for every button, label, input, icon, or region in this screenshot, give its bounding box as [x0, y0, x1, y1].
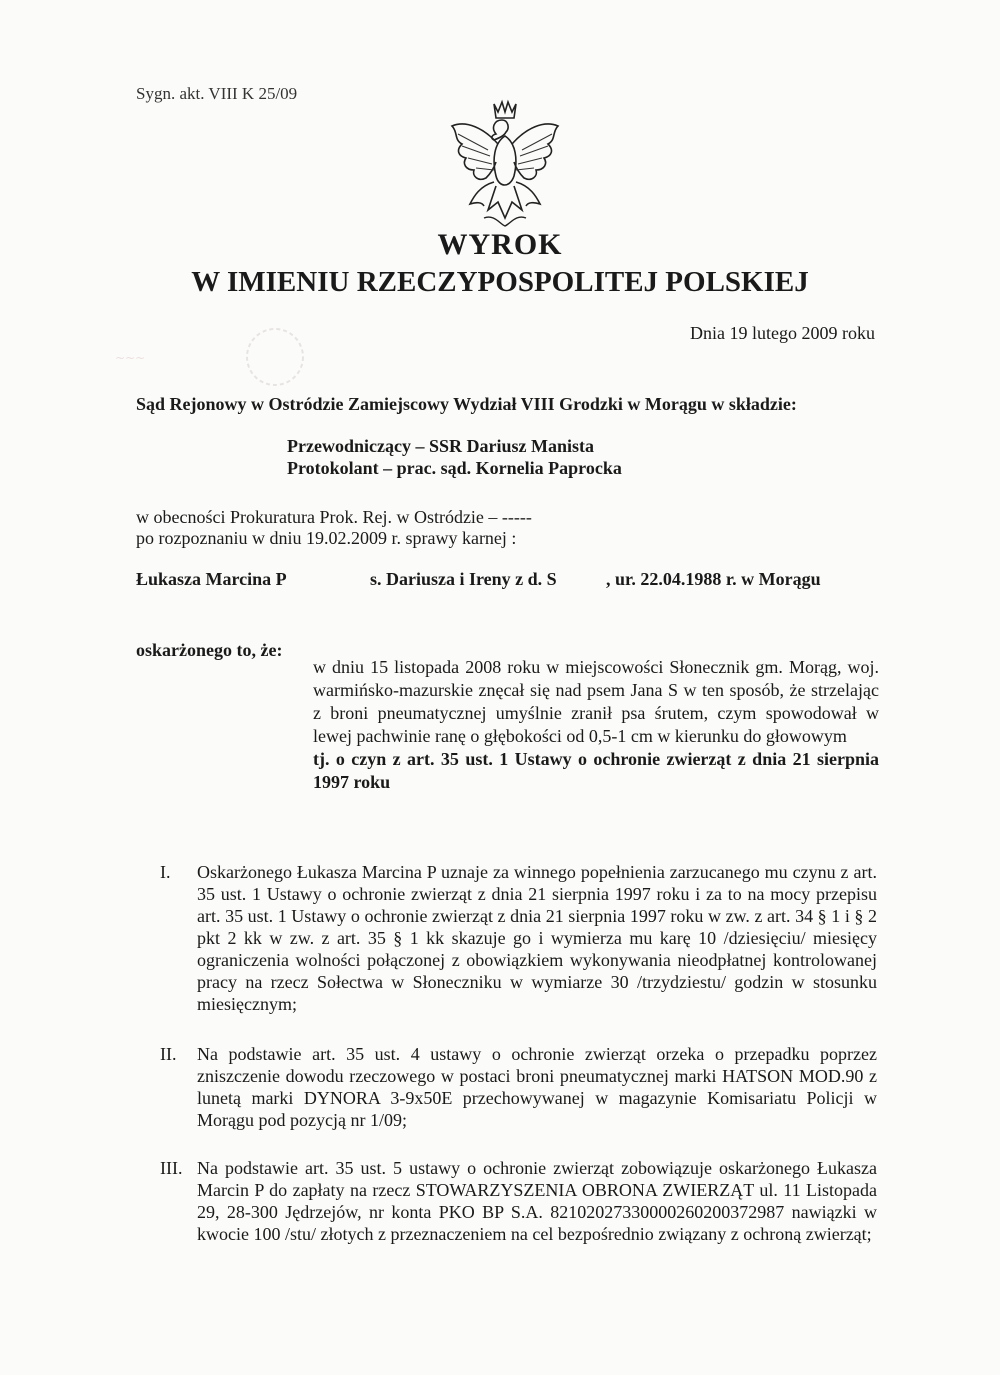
case-number: Sygn. akt. VIII K 25/09 — [136, 84, 298, 103]
court-composition: Sąd Rejonowy w Ostródzie Zamiejscowy Wydział VIII Grodzki w Morągu w składzie: — [136, 394, 797, 414]
section-number: II. — [160, 1044, 177, 1064]
presiding-judge: Przewodniczący – SSR Dariusz Manista — [287, 436, 594, 456]
charge-block — [313, 656, 879, 794]
judgment-date: Dnia 19 lutego 2009 roku — [690, 323, 875, 343]
faded-stamp-mark — [105, 322, 325, 392]
accused-parents: s. Dariusza i Ireny z d. S — [370, 569, 557, 589]
svg-text:~~~: ~~~ — [115, 351, 146, 365]
section-text: Oskarżonego Łukasza Marcina P uznaje za winnego popełnienia zarzucanego mu czynu z art. 35 ust. 1 Ustawy o ochronie zwierząt z dnia 21 sierpnia 1997 roku i za to na mocy przepisu art. 35 ust. 1 Ustawy o ochronie zwierząt z dnia 21 sierpnia 1997 roku w zw. z art. 34 § 1 i § 2 pkt 2 kk w zw. z art. 35 § 1 kk skazuje go i wymierza mu karę 10 /dziesięciu/ miesięcy ograniczenia wolności połączonej z obowiązkiem wykonywania nieodpłatnej kontrolowanej pracy na rzecz Sołectwa w Słoneczniku w wymiarze 30 /trzydziestu/ godzin w stosunku miesięcznym; — [197, 862, 877, 1014]
accused-name: Łukasza Marcina P — [136, 569, 287, 589]
charge-legal-basis: tj. o czyn z art. 35 ust. 1 Ustawy o ochronie zwierząt z dnia 21 sierpnia 1997 roku — [313, 749, 879, 792]
section-number: III. — [160, 1158, 183, 1178]
accused-birth: , ur. 22.04.1988 r. w Morągu — [606, 569, 821, 589]
document-subtitle: W IMIENIU RZECZYPOSPOLITEJ POLSKIEJ — [191, 266, 809, 298]
section-number: I. — [160, 862, 171, 882]
document-title: WYROK — [437, 228, 563, 261]
charge-label: oskarżonego to, że: — [136, 640, 283, 660]
prosecutor-presence: w obecności Prokuratura Prok. Rej. w Ostródzie – ----- — [136, 507, 532, 527]
section-text: Na podstawie art. 35 ust. 4 ustawy o ochronie zwierząt orzeka o przepadku poprzez zniszczenie dowodu rzeczowego w postaci broni pneumatycznej marki HATSON MOD.90 z lunetą marki DYNORA 3-9x50E przechowywanej w magazynie Komisariatu Policji w Morągu pod pozycją nr 1/09; — [197, 1044, 877, 1130]
hearing-info: po rozpoznaniu w dniu 19.02.2009 r. sprawy karnej : — [136, 528, 517, 548]
polish-eagle-emblem-icon — [444, 98, 566, 232]
charge-text: w dniu 15 listopada 2008 roku w miejscowości Słonecznik gm. Morąg, woj. warmińsko-mazurskie znęcał się nad psem Jana S w ten sposób, że strzelając z broni pneumatycznej umyślnie zranił psa śrutem, czym spowodował w lewej pachwinie ranę o głębokości od 0,5-1 cm w kierunku do głowowym — [313, 657, 879, 746]
court-clerk: Protokolant – prac. sąd. Kornelia Paprocka — [287, 458, 622, 478]
section-text: Na podstawie art. 35 ust. 5 ustawy o ochronie zwierząt zobowiązuje oskarżonego Łukasza Marcin P do zapłaty na rzecz STOWARZYSZENIA OBRONA ZWIERZĄT ul. 11 Listopada 29, 28-300 Jędrzejów, nr konta PKO BP S.A. 82102027330000260200372987 nawiązki w kwocie 100 /stu/ złotych z przeznaczeniem na cel bezpośrednio związany z ochroną zwierząt; — [197, 1158, 877, 1244]
